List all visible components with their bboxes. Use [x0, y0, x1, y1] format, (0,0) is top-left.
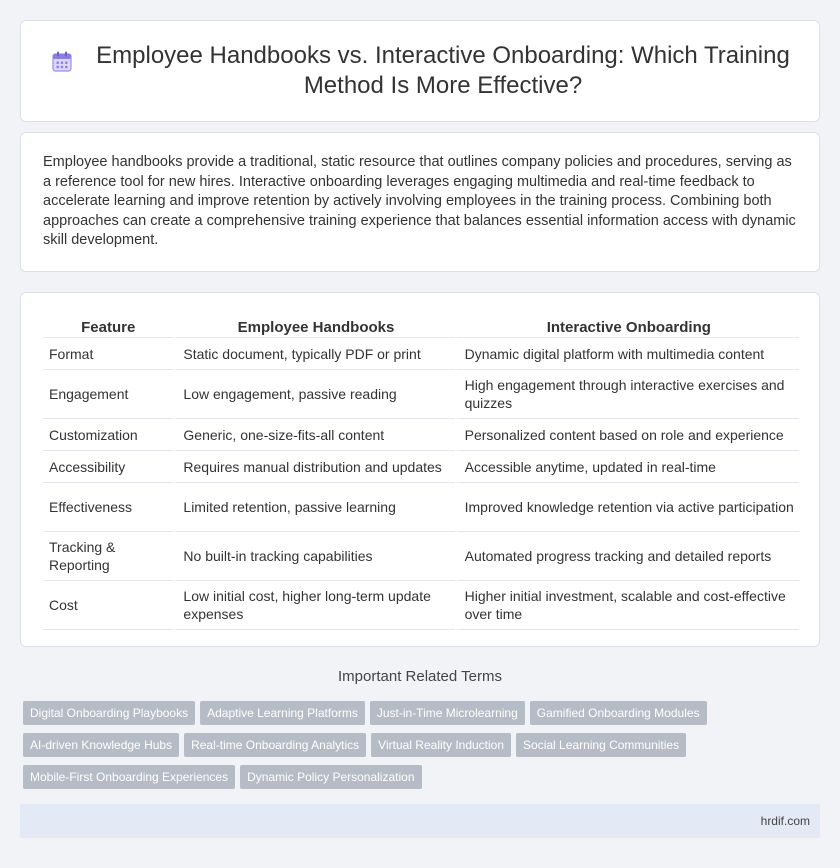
tag-link[interactable]: Digital Onboarding Playbooks [23, 701, 195, 725]
feature-cell: Accessibility [43, 451, 173, 483]
tag-link[interactable]: Real-time Onboarding Analytics [184, 733, 366, 757]
feature-cell: Format [43, 338, 173, 370]
onboarding-cell: Accessible anytime, updated in real-time [455, 451, 799, 483]
table-row [43, 483, 799, 532]
feature-cell: Effectiveness [43, 483, 173, 532]
table-row [43, 419, 799, 451]
tag-link[interactable]: Gamified Onboarding Modules [530, 701, 707, 725]
handbooks-cell: Static document, typically PDF or print [173, 338, 454, 370]
onboarding-cell: Personalized content based on role and experience [455, 419, 799, 451]
handbooks-cell: Limited retention, passive learning [173, 483, 454, 532]
tag-link[interactable]: Virtual Reality Induction [371, 733, 511, 757]
feature-cell: Cost [43, 581, 173, 630]
handbooks-cell: Requires manual distribution and updates [173, 451, 454, 483]
page-title: Employee Handbooks vs. Interactive Onboarding: Which Training Method Is More Effective? [96, 42, 790, 99]
handbooks-cell: No built-in tracking capabilities [173, 532, 454, 581]
intro-paragraph: Employee handbooks provide a traditional, static resource that outlines company policies and procedures, serving as a reference tool for new hires. Interactive onboarding leverages engaging multimedia and real-time feedback to accelerate learning and improve retention by actively involving employees in the training process. Combining both approaches can create a comprehensive training experience that balances essential information access with dynamic skill development. [43, 154, 796, 248]
footer [20, 804, 820, 838]
onboarding-cell: Improved knowledge retention via active participation [455, 483, 799, 532]
calendar-icon [50, 49, 74, 73]
table-row [43, 581, 799, 630]
tag-link[interactable]: Mobile-First Onboarding Experiences [23, 765, 235, 789]
header-interactive-onboarding: Interactive Onboarding [455, 315, 799, 338]
header-feature: Feature [43, 315, 173, 338]
tag-link[interactable]: Dynamic Policy Personalization [240, 765, 421, 789]
related-terms-tags [23, 701, 823, 797]
feature-cell: Customization [43, 419, 173, 451]
handbooks-cell: Generic, one-size-fits-all content [173, 419, 454, 451]
related-terms-heading: Important Related Terms [338, 668, 502, 685]
title-card [20, 20, 820, 122]
comparison-card [20, 292, 820, 647]
onboarding-cell: Higher initial investment, scalable and cost-effective over time [455, 581, 799, 630]
header-employee-handbooks: Employee Handbooks [173, 315, 454, 338]
intro-card [20, 132, 820, 272]
table-row [43, 370, 799, 419]
tag-link[interactable]: AI-driven Knowledge Hubs [23, 733, 179, 757]
table-header-row [43, 315, 799, 338]
footer-site-link[interactable]: hrdif.com [760, 814, 810, 828]
tag-link[interactable]: Just-in-Time Microlearning [370, 701, 525, 725]
feature-cell: Engagement [43, 370, 173, 419]
onboarding-cell: Dynamic digital platform with multimedia content [455, 338, 799, 370]
table-row [43, 451, 799, 483]
feature-cell: Tracking & Reporting [43, 532, 173, 581]
onboarding-cell: High engagement through interactive exercises and quizzes [455, 370, 799, 419]
table-row [43, 532, 799, 581]
onboarding-cell: Automated progress tracking and detailed reports [455, 532, 799, 581]
handbooks-cell: Low engagement, passive reading [173, 370, 454, 419]
tag-link[interactable]: Adaptive Learning Platforms [200, 701, 365, 725]
handbooks-cell: Low initial cost, higher long-term update expenses [173, 581, 454, 630]
comparison-table [43, 315, 799, 630]
tag-link[interactable]: Social Learning Communities [516, 733, 686, 757]
table-row [43, 338, 799, 370]
